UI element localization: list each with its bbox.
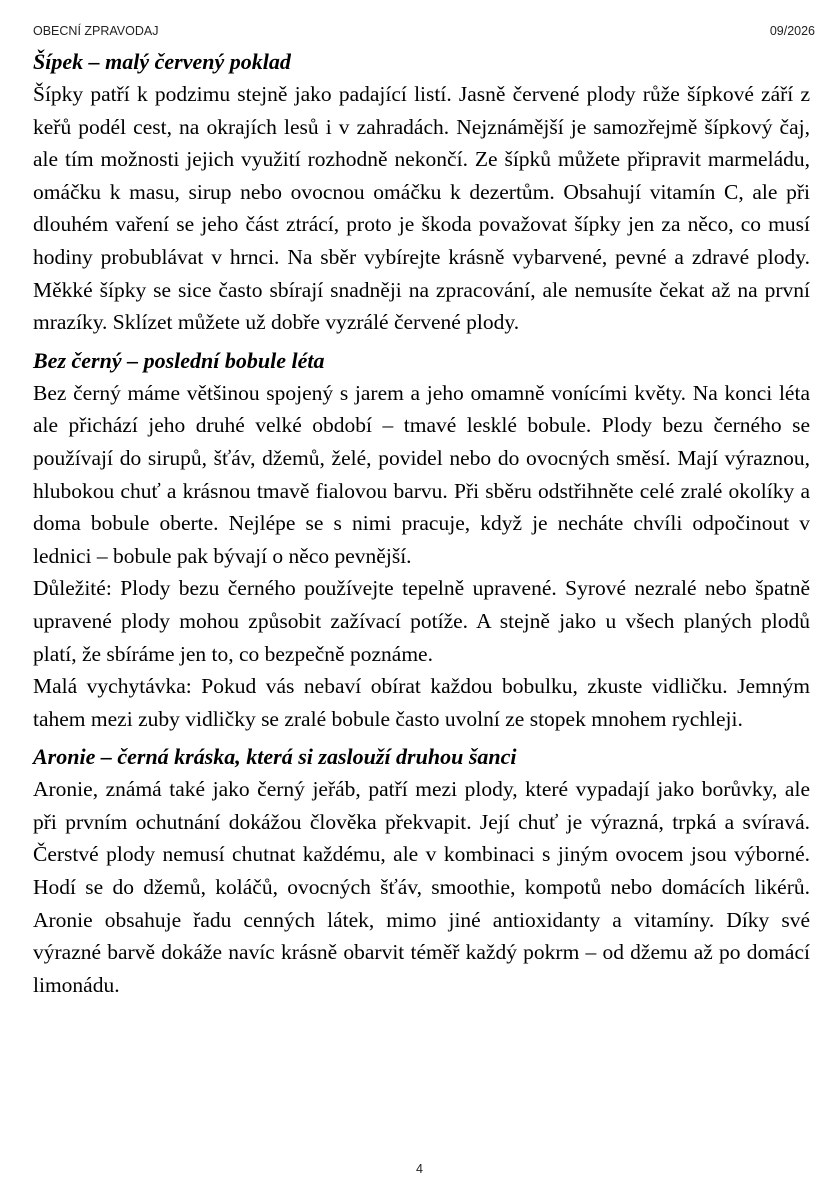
issue-number: 09/2026 [769, 24, 815, 38]
paragraph-important: Důležité: Plody bezu černého používejte tepelně upravené. Syrové nezralé nebo špatně upravené plody mohou způsobit zažívací potíže. A stejně jako u všech planých plodů platí, že sbíráme jen to, co bezpečně poznáme. [33, 576, 810, 666]
paragraph: Bez černý máme většinou spojený s jarem a jeho omamně vonícími květy. Na konci léta ale přichází jeho druhé velké období – tmavé lesklé bobule. Plody bezu černého se používají do sirupů, šťáv, džemů, želé, povidel nebo do ovocných směsí. Mají výraznou, hlubokou chuť a krásnou tmavě fialovou barvu. Při sběru odstřihněte celé zralé okolíky a doma bobule oberte. Nejlépe se s nimi pracuje, když je necháte chvíli odpočinout v lednici – bobule pak bývají o něco pevnější. [33, 380, 810, 568]
paragraph-tip: Malá vychytávka: Pokud vás nebaví obírat každou bobulku, zkuste vidličku. Jemným tahem mezi zuby vidličky se zralé bobule často uvolní ze stopek mnohem rychleji. [33, 674, 810, 731]
paragraph: Šípky patří k podzimu stejně jako padající listí. Jasně červené plody růže šípkové září z keřů podél cest, na okrajích lesů i v zahradách. Nejznámější je samozřejmě šípkový čaj, ale tím možnosti jejich využití rozhodně nekončí. Ze šípků můžete připravit marmeládu, omáčku k masu, sirup nebo ovocnou omáčku k dezertům. Obsahují vitamín C, ale při dlouhém vaření se jeho část ztrácí, proto je škoda považovat šípky jen za něco, co musí hodiny probublávat v hrnci. Na sběr vybírejte krásně vybarvené, pevné a zdravé plody. Měkké šípky se sice často sbírají snadněji na zpracování, ale nemusíte čekat až na první mrazíky. Sklízet můžete už dobře vyzrálé červené plody. [33, 82, 810, 335]
article-body [33, 46, 810, 1001]
page-number: 4 [416, 1162, 423, 1176]
section-heading: Bez černý – poslední bobule léta [33, 347, 325, 373]
paragraph: Aronie, známá také jako černý jeřáb, patří mezi plody, které vypadají jako borůvky, ale při prvním ochutnání dokážou člověka překvapit. Její chuť je výrazná, trpká a svíravá. Čerstvé plody nemusí chutnat každému, ale v kombinaci s jiným ovocem jsou výborné. Hodí se do džemů, koláčů, ovocných šťáv, smoothie, kompotů nebo domácích likérů. Aronie obsahuje řadu cenných látek, mimo jiné antioxidanty a vitamíny. Díky své výrazné barvě dokáže navíc krásně obarvit téměř každý pokrm – od džemu až po domácí limonádu. [33, 777, 810, 997]
section-bez-cerny [33, 345, 810, 736]
section-heading: Aronie – černá kráska, která si zaslouží druhou šanci [33, 744, 517, 770]
section-aronie [33, 741, 810, 1001]
section-sipek [33, 46, 810, 339]
section-heading: Šípek – malý červený poklad [33, 49, 291, 74]
publication-name: OBECNÍ ZPRAVODAJ [33, 24, 159, 38]
running-header [33, 24, 815, 38]
